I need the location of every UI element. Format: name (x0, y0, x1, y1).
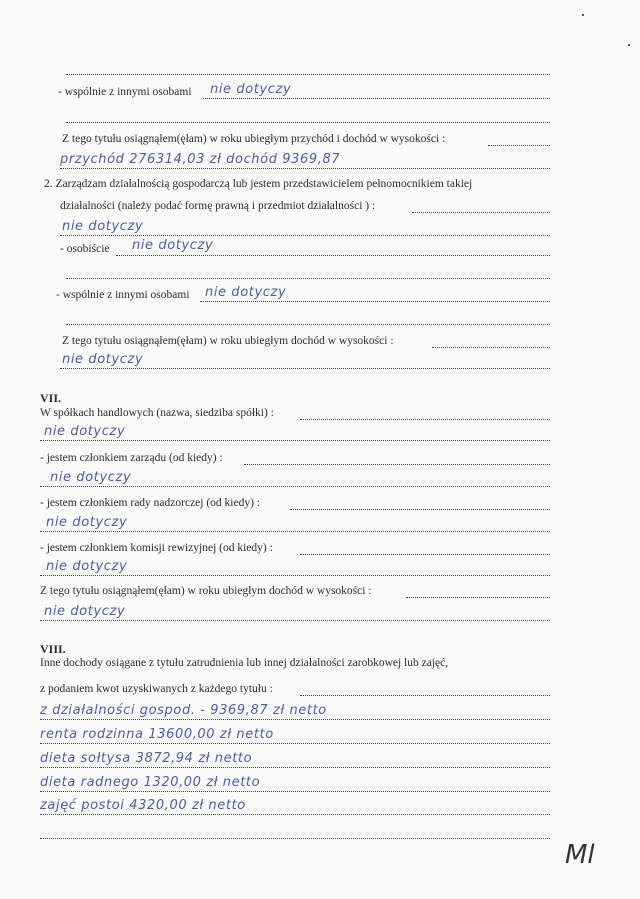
dotted-line (406, 597, 550, 598)
dotted-line (203, 98, 550, 99)
dotted-line (40, 743, 550, 744)
dotted-line (116, 255, 550, 256)
dotted-line (66, 74, 550, 75)
section8-label-line1: Inne dochody osiągane z tytułu zatrudnienia lub innej działalności zarobkowej lub zajęć, (40, 657, 449, 669)
item2-label-line1: 2. Zarządzam działalnością gospodarczą lub jestem przedstawicielem pełnomocnikiem takiej (44, 178, 473, 190)
partners-label: - wspólnie z innymi osobami (58, 86, 192, 98)
section7-heading: VII. (40, 391, 62, 405)
dotted-line (40, 440, 550, 441)
item2-label-line2: działalności (należy podać formę prawną i przedmiot działalności ) : (60, 200, 376, 212)
partners2-value: nie dotyczy (205, 285, 287, 300)
dotted-line (66, 324, 550, 325)
section7-income-label: Z tego tytułu osiągnąłem(ęłam) w roku ubiegłym dochód w wysokości : (40, 585, 372, 597)
dotted-line (40, 575, 550, 576)
income-entry: dieta radnego 1320,00 zł netto (40, 775, 261, 790)
dotted-line (40, 719, 550, 720)
dotted-line (40, 814, 550, 815)
partners-value: nie dotyczy (210, 82, 292, 97)
dotted-line (488, 145, 550, 146)
dotted-line (40, 791, 550, 792)
dotted-line (244, 464, 550, 465)
item2-value: nie dotyczy (62, 219, 144, 234)
scan-speck (582, 14, 584, 16)
dotted-line (60, 168, 550, 169)
dotted-line (60, 368, 550, 369)
income-entry: renta rodzinna 13600,00 zł netto (40, 727, 274, 742)
dotted-line (66, 278, 550, 279)
dotted-line (40, 620, 550, 621)
income2-label: Z tego tytułu osiągnąłem(ęłam) w roku ubiegłym dochód w wysokości : (62, 335, 394, 347)
dotted-line (290, 509, 550, 510)
supervisory-label: - jestem członkiem rady nadzorczej (od kiedy) : (40, 497, 261, 509)
scan-speck (628, 44, 630, 46)
dotted-line (200, 301, 550, 302)
board-value: nie dotyczy (50, 470, 132, 485)
dotted-line (300, 419, 550, 420)
income-value: przychód 276314,03 zł dochód 9369,87 (60, 152, 341, 167)
audit-label: - jestem członkiem komisji rewizyjnej (od kiedy) : (40, 542, 273, 554)
personally-label: - osobiście (60, 243, 110, 255)
companies-value: nie dotyczy (44, 424, 126, 439)
income-entry: dieta sołtysa 3872,94 zł netto (40, 751, 253, 766)
income2-value: nie dotyczy (62, 352, 144, 367)
section8-label-line2: z podaniem kwot uzyskiwanych z każdego tytułu : (40, 683, 273, 695)
dotted-line (40, 838, 550, 839)
companies-label: W spółkach handlowych (nazwa, siedziba spółki) : (40, 407, 274, 419)
section8-heading: VIII. (40, 642, 66, 656)
dotted-line (40, 486, 550, 487)
page-initials-mark: Ml (565, 840, 595, 870)
income-label: Z tego tytułu osiągnąłem(ęłam) w roku ubiegłym przychód i dochód w wysokości : (62, 133, 446, 145)
section7-income-value: nie dotyczy (44, 604, 126, 619)
dotted-line (300, 554, 550, 555)
dotted-line (60, 235, 550, 236)
audit-value: nie dotyczy (46, 559, 128, 574)
dotted-line (66, 122, 550, 123)
dotted-line (412, 212, 550, 213)
partners2-label: - wspólnie z innymi osobami (56, 289, 190, 301)
dotted-line (300, 695, 550, 696)
supervisory-value: nie dotyczy (46, 515, 128, 530)
board-label: - jestem członkiem zarządu (od kiedy) : (40, 452, 223, 464)
dotted-line (40, 531, 550, 532)
dotted-line (40, 767, 550, 768)
personally-value: nie dotyczy (132, 238, 214, 253)
income-entry: zajęć postoi 4320,00 zł netto (40, 798, 246, 813)
dotted-line (432, 347, 550, 348)
income-entry: z działalności gospod. - 9369,87 zł netto (40, 703, 327, 718)
